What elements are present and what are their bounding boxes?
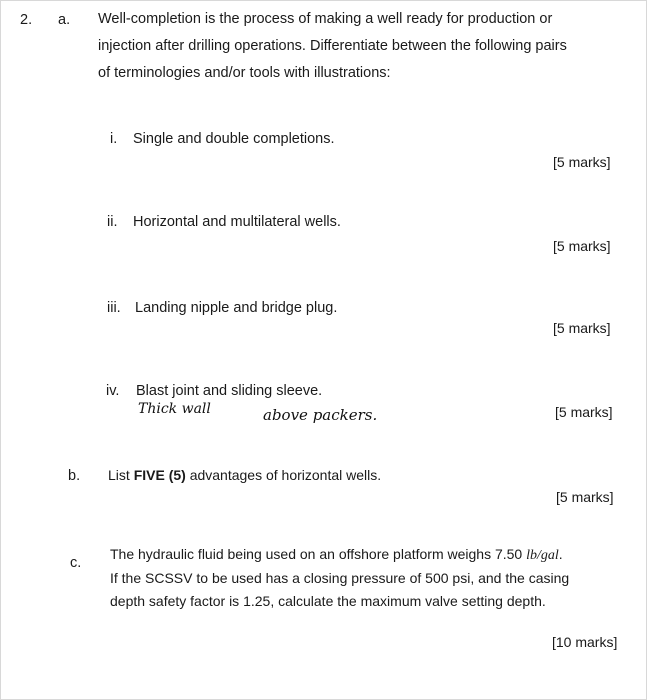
part-b-text-suffix: advantages of horizontal wells. <box>185 467 382 483</box>
part-b-text-bold: FIVE (5) <box>133 467 186 483</box>
item-i-marks: [5 marks] <box>553 154 611 170</box>
part-a-text <box>98 6 628 87</box>
handwritten-note-left: Thick wall <box>138 401 211 417</box>
handwritten-note-right: above packers. <box>263 406 378 424</box>
part-c-line-1-prefix: The hydraulic fluid being used on an offshore platform weighs 7.50 <box>110 546 527 562</box>
part-a-line: of terminologies and/or tools with illustrations: <box>98 65 391 81</box>
question-number: 2. <box>20 12 33 28</box>
item-ii-label: ii. <box>107 214 118 230</box>
part-a-label: a. <box>58 12 71 28</box>
part-c-marks: [10 marks] <box>552 634 618 650</box>
part-b-label: b. <box>68 468 81 484</box>
part-c-unit: lb/gal <box>526 548 559 563</box>
item-iii-label: iii. <box>107 300 121 316</box>
item-iv-marks: [5 marks] <box>555 404 613 420</box>
item-iii-marks: [5 marks] <box>553 320 611 336</box>
item-ii-text: Horizontal and multilateral wells. <box>133 214 341 230</box>
item-i-label: i. <box>110 131 118 147</box>
item-i-text: Single and double completions. <box>133 131 335 147</box>
item-iv-label: iv. <box>106 383 120 399</box>
part-b-text <box>108 467 381 483</box>
part-b-text-prefix: List <box>108 467 134 483</box>
part-c-line-2: If the SCSSV to be used has a closing pressure of 500 psi, and the casing <box>110 570 570 586</box>
part-a-line: injection after drilling operations. Differentiate between the following pairs <box>98 38 567 54</box>
part-a-line: Well-completion is the process of making a well ready for production or <box>98 11 553 27</box>
item-ii-marks: [5 marks] <box>553 238 611 254</box>
part-b-marks: [5 marks] <box>556 489 614 505</box>
part-c-line-1-suffix: . <box>558 546 563 562</box>
part-c-line-3: depth safety factor is 1.25, calculate the maximum valve setting depth. <box>110 593 546 609</box>
part-c-line-1 <box>110 543 630 567</box>
part-c-text <box>110 543 630 613</box>
part-c-label: c. <box>70 555 82 571</box>
item-iv-text: Blast joint and sliding sleeve. <box>136 383 323 399</box>
item-iii-text: Landing nipple and bridge plug. <box>135 300 338 316</box>
